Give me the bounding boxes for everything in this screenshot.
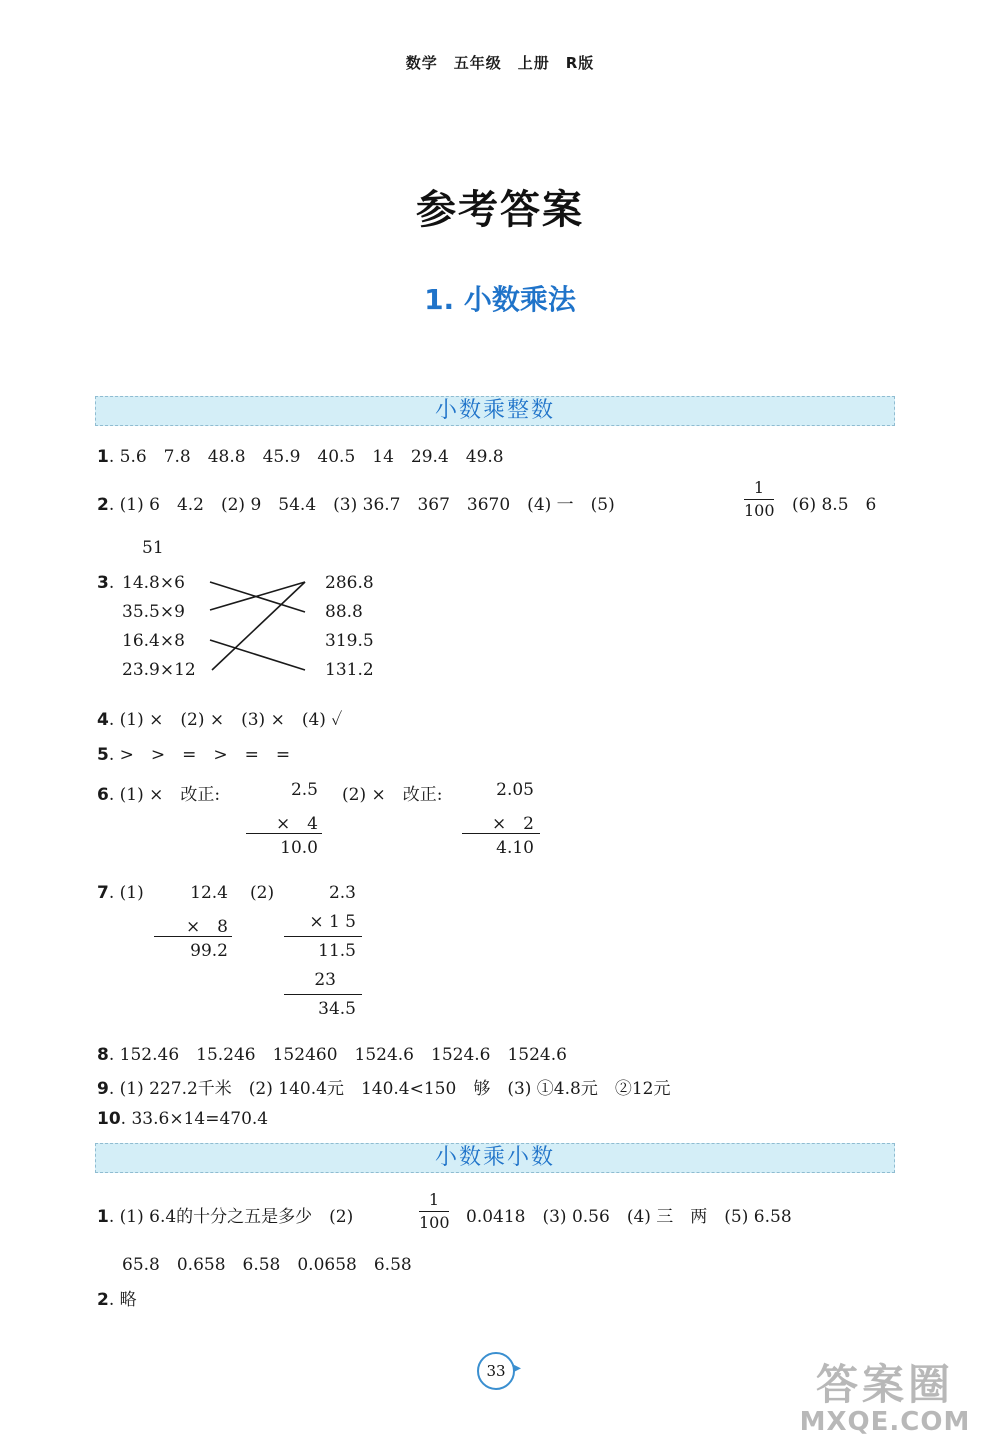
- answer-dot: .: [108, 573, 115, 593]
- section-band-label: 小数乘整数: [434, 398, 555, 423]
- fraction-denominator: 100: [744, 501, 775, 520]
- calc-7-1-top: 12.4: [190, 883, 228, 903]
- match-right-3: 319.5: [325, 631, 374, 651]
- calc-6-2-multiplier: × 2: [491, 814, 534, 834]
- fraction-numerator: 1: [428, 1190, 440, 1209]
- page-number-arrow-icon: ▸: [514, 1360, 522, 1376]
- answer-9: [97, 1074, 670, 1099]
- match-line-3: [210, 640, 305, 670]
- match-left-1: 14.8×6: [122, 573, 185, 593]
- answer-number: 9: [97, 1079, 109, 1099]
- answer-6-part2-label: (2) × 改正:: [342, 785, 443, 805]
- answer-text: . 152.46 15.246 152460 1524.6 1524.6 1524.6: [108, 1045, 567, 1065]
- answer-text: . 5.6 7.8 48.8 45.9 40.5 14 29.4 49.8: [108, 447, 504, 467]
- answer-4: [97, 705, 342, 730]
- answer-text-wrap: 51: [142, 538, 164, 558]
- answer-text: . (1): [108, 883, 144, 903]
- section-band-label: 小数乘小数: [434, 1145, 555, 1170]
- answer-number: 2: [97, 495, 109, 515]
- answer-number: 6: [97, 785, 109, 805]
- fraction-one-hundredth: [419, 1190, 449, 1233]
- calc-7-2-partial-2: 23: [314, 970, 336, 990]
- answer-text: . (1) 6.4的十分之五是多少 (2): [108, 1207, 354, 1227]
- match-right-1: 286.8: [325, 573, 374, 593]
- section-band-decimal-times-decimal: [95, 1143, 895, 1173]
- calc-6-2-rule: [462, 833, 540, 834]
- answer-number: 10: [97, 1109, 121, 1129]
- calc-6-1-top: 2.5: [290, 780, 318, 800]
- calc-7-2-multiplier: × 1 5: [309, 912, 356, 932]
- match-left-3: 16.4×8: [122, 631, 185, 651]
- fraction-bar: [744, 499, 774, 500]
- answer-number: 4: [97, 710, 109, 730]
- answer-6: [97, 780, 220, 805]
- answer-7-part2-label: (2): [250, 883, 275, 903]
- calc-6-2-top: 2.05: [496, 780, 534, 800]
- fraction-one-hundredth: [744, 478, 774, 521]
- running-header: 数学 五年级 上册 R版: [405, 54, 595, 72]
- answer-text-cont: (6) 8.5 6: [792, 495, 877, 515]
- site-watermark: [770, 1362, 1000, 1436]
- calc-7-2-rule: [284, 936, 362, 937]
- calc-7-1-rule: [154, 936, 232, 937]
- answer-number: 2: [97, 1290, 109, 1310]
- answer-text: . 略: [108, 1290, 137, 1310]
- calc-7-1-result: 99.2: [190, 941, 228, 961]
- matching-lines: [200, 570, 320, 685]
- answer-text: . (1) 227.2千米 (2) 140.4元 140.4<150 够 (3) ①4.8元 ②12元: [108, 1079, 671, 1099]
- fraction-bar: [419, 1211, 449, 1212]
- answer-s2-1: [97, 1202, 353, 1227]
- answer-text-cont: 0.0418 (3) 0.56 (4) 三 两 (5) 6.58: [466, 1207, 792, 1227]
- calc-7-1-multiplier: × 8: [185, 917, 228, 937]
- answer-2: [97, 490, 615, 515]
- fraction-numerator: 1: [753, 478, 765, 497]
- answer-10: [97, 1109, 268, 1129]
- match-left-2: 35.5×9: [122, 602, 185, 622]
- calc-6-1-result: 10.0: [280, 838, 318, 858]
- section-band-decimal-times-integer: [95, 396, 895, 426]
- answer-text: . 33.6×14=470.4: [120, 1109, 269, 1129]
- match-right-2: 88.8: [325, 602, 363, 622]
- answer-number: 3: [97, 573, 109, 593]
- calc-6-1-rule: [246, 833, 322, 834]
- answer-3-number: [97, 573, 114, 593]
- answer-number: 1: [97, 1207, 109, 1227]
- calc-7-2-partial-1: 11.5: [318, 941, 356, 961]
- answer-text: . (1) × 改正:: [108, 785, 221, 805]
- calc-6-2-result: 4.10: [496, 838, 534, 858]
- answer-8: [97, 1040, 567, 1065]
- answer-text: . (1) 6 4.2 (2) 9 54.4 (3) 36.7 367 3670 (4) 一 (5): [108, 495, 615, 515]
- calc-6-1-multiplier: × 4: [275, 814, 318, 834]
- answer-7: [97, 883, 144, 903]
- answer-number: 8: [97, 1045, 109, 1065]
- match-left-4: 23.9×12: [122, 660, 196, 680]
- answer-number: 1: [97, 447, 109, 467]
- calc-7-2-top: 2.3: [328, 883, 356, 903]
- answer-1: [97, 442, 504, 467]
- calc-7-2-rule-2: [284, 994, 362, 995]
- answer-text: . (1) × (2) × (3) × (4) ✓: [108, 710, 343, 730]
- answer-text: . > > = > = =: [108, 745, 291, 765]
- calc-7-2-result: 34.5: [318, 999, 356, 1019]
- answer-5: [97, 740, 290, 765]
- answer-s2-2: [97, 1285, 137, 1310]
- watermark-url: MXQE.COM: [799, 1407, 971, 1437]
- page-number: 33: [477, 1352, 515, 1390]
- answer-number: 5: [97, 745, 109, 765]
- answer-number: 7: [97, 883, 109, 903]
- match-right-4: 131.2: [325, 660, 374, 680]
- answer-text-wrap: 65.8 0.658 6.58 0.0658 6.58: [122, 1255, 412, 1275]
- watermark-logo-text: 答案圈: [815, 1360, 954, 1409]
- chapter-heading: 1. 小数乘法: [424, 283, 576, 316]
- fraction-denominator: 100: [419, 1213, 450, 1232]
- page-title: 参考答案: [416, 187, 584, 233]
